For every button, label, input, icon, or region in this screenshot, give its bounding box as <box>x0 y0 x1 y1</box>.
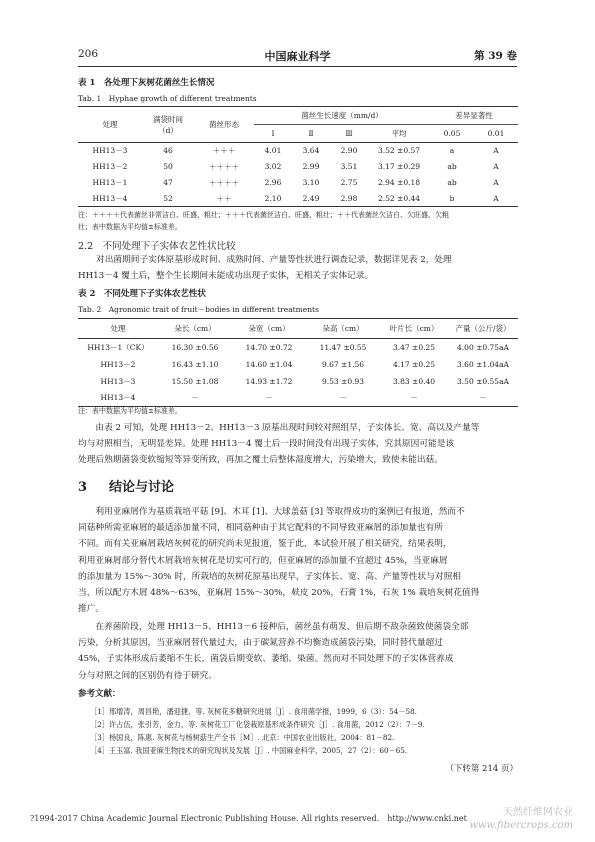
t2-h-wid: 朵宽（cm） <box>248 324 290 333</box>
t2-h-len: 朵长（cm） <box>174 324 216 333</box>
references <box>78 688 518 776</box>
references-title: 参考文献： <box>78 689 121 699</box>
t1-h-i: Ⅰ <box>271 129 275 138</box>
section-3-heading: 3 结论与讨论 <box>78 480 175 495</box>
table2-caption: 表 2 不同处理下子实体农艺性状 <box>78 289 206 299</box>
page-number: 206 <box>78 48 99 60</box>
table-row: HH13－4 52 ＋＋ 2.10 2.49 2.98 2.52 ±0.44 b A <box>78 191 518 207</box>
t1-h-iii: Ⅲ <box>345 129 353 138</box>
table-row: HH13－4 － － － － － <box>78 390 518 407</box>
reference-item: ［3］杨国良，陈惠. 灰树花与杨树菇生产全书［M］. 北京：中国农业出版社，2004：81－82. <box>90 733 395 742</box>
discussion-paragraph-2: 在养菌阶段，处理 HH13－5、HH13－6 接种后，菌丝虽有萌发，但后期不敌杂菌致使菌袋全部 污染，分析其原因，当亚麻屑替代量过大，由于碳氮营养不均衡造成菌袋污染，同时替代量超过 45%，子实体形成后萎缩不生长，菌袋后期变软、萎缩、染菌。然而对不同处理下的子实体营养成 分与对照之间的区别仍有待于研究。 <box>78 622 469 681</box>
t1-h-morph: 菌丝形态 <box>194 107 254 143</box>
t2-h-treatment: 处理 <box>110 324 126 333</box>
t1-h-005: 0.05 <box>443 129 461 138</box>
table-row: HH13－3 15.50 ±1.08 14.93 ±1.72 9.53 ±0.93 3.83 ±0.40 3.50 ±0.55aA <box>100 376 509 386</box>
table-row: HH13－1（CK） 16.30 ±0.56 14.70 ±0.72 11.47 ±0.55 3.47 ±0.25 4.00 ±0.75aA <box>87 342 509 352</box>
table1-caption-en: Tab. 1 Hyphae growth of different treatments <box>78 94 257 103</box>
table-row: HH13－1 47 ＋＋＋＋ 2.96 3.10 2.75 2.94 ±0.18 ab A <box>92 178 499 187</box>
t2-h-yield: 产量（公斤/袋） <box>455 324 511 333</box>
table-row: HH13－2 16.43 ±1.10 14.60 ±1.04 9.67 ±1.56 4.17 ±0.25 3.60 ±1.04aA <box>100 359 509 369</box>
table2-note: 注：表中数据为平均值±标准差。 <box>78 407 182 415</box>
section-2-2-title: 2.2 不同处理下子实体农艺性状比较 <box>78 241 236 252</box>
t1-h-days: 满袋时间 （d） <box>142 107 194 143</box>
t1-h-avg: 平均 <box>391 129 407 138</box>
table-row: HH13－3 46 ＋＋＋ 4.01 3.64 2.90 3.52 ±0.57 a A <box>92 146 499 156</box>
results-paragraph: 由表 2 可知，处理 HH13－2、HH13－3 原基出现时间较对照组早，子实体长、宽、高以及产量等 均与对照相当，无明显差异。处理 HH13－4 覆土后一段时间没有出现子实体，究其原因可能是该 处理后熟期菌袋变软缩短等异变所致，再加之覆土后整体湿度增大，污染增大，致使未能出菇。 <box>78 423 480 466</box>
table2-caption-en: Tab. 2 Agronomic trait of fruit－bodies in different treatments <box>78 305 319 314</box>
footer-copyright: ?1994-2017 China Academic Journal Electronic Publishing House. All rights reserved. http://www.cnki.net <box>30 814 467 823</box>
t1-h-ii: Ⅱ <box>308 129 314 138</box>
reference-item: ［4］王玉富. 我国亚麻生物技术的研究现状及发展［J］. 中国麻业科学，2005，27（2）：60－65. <box>90 746 408 755</box>
table1 <box>78 106 518 207</box>
reference-item: ［1］邢增涛，周昌艳，潘迎捷，等. 灰树花多糖研究进展［J］. 食用菌学报，1999，6（3）：54－58. <box>90 707 417 716</box>
section-2-2-paragraph: 对出菌期间子实体原基形成时间、成熟时间、产量等性状进行调查记录，数据详见表 2，处理 HH13－4 覆土后，整个生长期间未能成功出现子实体，无相关子实体记录。 <box>78 255 452 282</box>
discussion-paragraph-1: 利用亚麻屑作为基质栽培平菇 [9]、木耳 [1]、大球盖菇 [3] 等取得成功的案例已有报道，然而不 同菇种所需亚麻屑的最适添加量不同，相同菇种由于其它配料的不同导致亚麻屑的添加量也有所 不同。而有关亚麻屑栽培灰树花的研究尚未见报道，鉴于此，本试验开展了相关研究，结果表明， 利用亚麻屑部分替代木屑栽培灰树花是切实可行的，但亚麻屑的添加量不宜超过 45%，当亚麻屑 的添加量为 15%～30% 时，所栽培的灰树花原基出现早，子实体长、宽、高、产量等性状与对照相 当，所以配方木屑 48%～63%，亚麻屑 15%～30%，麸皮 20%，石膏 1%，石灰 1% 栽培灰树花值得 推广。 <box>78 507 480 615</box>
header-rule <box>78 66 517 67</box>
t1-h-treatment: 处理 <box>78 107 142 143</box>
reference-item: ［2］许占伍，张引芳，金力，等. 灰树花工厂化袋栽原基形成条件研究［J］. 食用菌，2012（2）：7－9. <box>90 720 425 729</box>
t2-h-leaf: 叶片长（cm） <box>389 324 439 333</box>
table-row: HH13－2 50 ＋＋＋＋ 3.02 2.99 3.51 3.17 ±0.29 ab A <box>92 162 499 171</box>
t1-h-sig: 差异显著性 <box>430 107 518 125</box>
table1-note: 注：＋＋＋＋代表菌丝非常洁白、旺盛、粗壮；＋＋＋代表菌丝洁白、旺盛、粗壮；＋＋代表菌丝欠洁白、欠旺盛、欠粗 壮；表中数据为平均值±标准差。 <box>78 211 449 231</box>
table1-caption: 表 1 各处理下灰树花菌丝生长情况 <box>78 78 215 88</box>
watermark: 天然纤维网农业 www.fibercrops.com <box>469 807 573 831</box>
journal-name: 中国麻业科学 <box>264 50 331 63</box>
continued-note: （下转第 214 页） <box>445 764 518 774</box>
t1-h-speed: 菌丝生长速度（mm/d） <box>254 107 430 125</box>
table2 <box>78 318 518 407</box>
volume-label: 第 39 卷 <box>474 50 517 62</box>
t1-h-001: 0.01 <box>487 129 505 138</box>
t2-h-hgt: 朵高（cm） <box>322 324 364 333</box>
page-header <box>78 48 517 66</box>
